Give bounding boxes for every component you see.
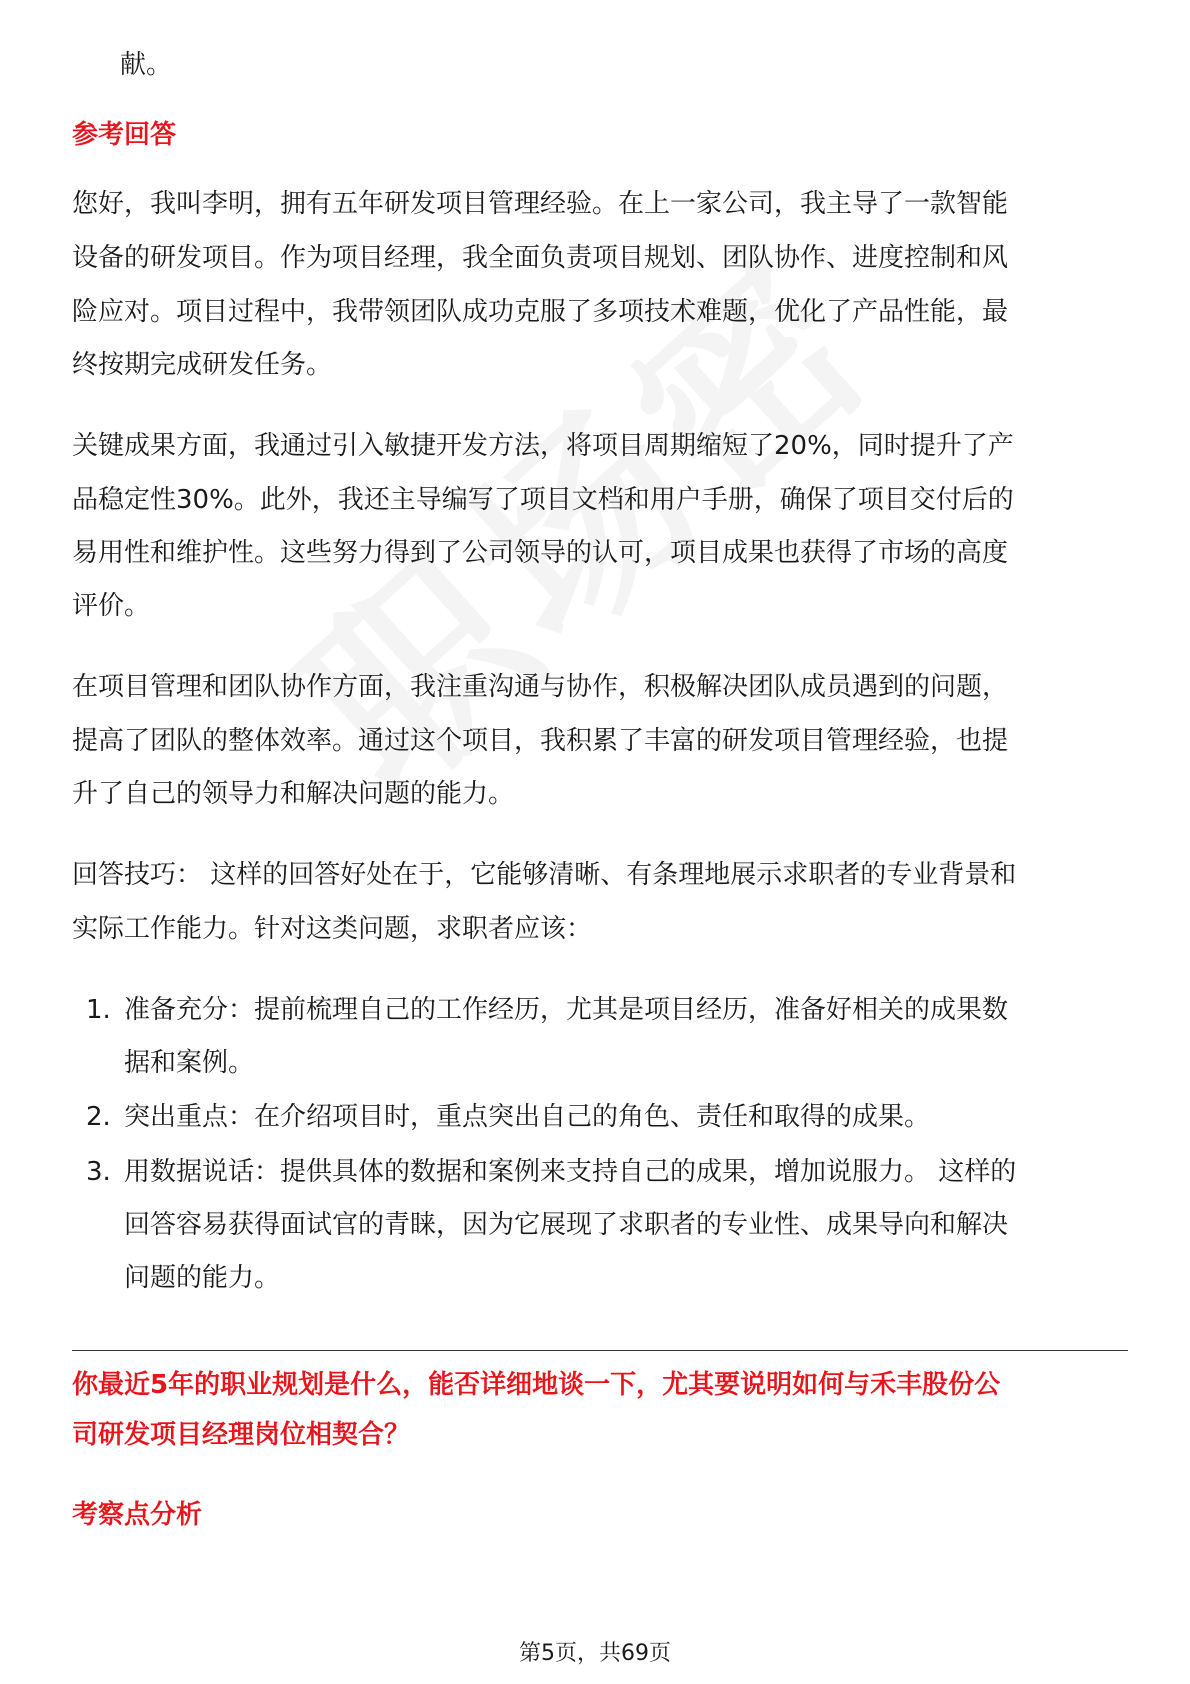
- paragraph-line: 品稳定性30%。此外，我还主导编写了项目文档和用户手册，确保了项目交付后的: [72, 485, 1014, 515]
- reference-answer-heading: 参考回答: [72, 120, 177, 150]
- list-item-line: 用数据说话：提供具体的数据和案例来支持自己的成果，增加说服力。 这样的: [124, 1157, 1017, 1187]
- paragraph-line: 终按期完成研发任务。: [72, 350, 333, 380]
- list-item-line: 突出重点：在介绍项目时，重点突出自己的角色、责任和取得的成果。: [124, 1102, 931, 1132]
- paragraph-line: 设备的研发项目。作为项目经理，我全面负责项目规划、团队协作、进度控制和风: [72, 243, 1009, 273]
- paragraph-line: 您好，我叫李明，拥有五年研发项目管理经验。在上一家公司，我主导了一款智能: [72, 189, 1009, 219]
- list-number: 1.: [86, 995, 111, 1025]
- paragraph-line: 险应对。项目过程中，我带领团队成功克服了多项技术难题，优化了产品性能，最: [72, 297, 1009, 327]
- question-line: 你最近5年的职业规划是什么，能否详细地谈一下，尤其要说明如何与禾丰股份公: [72, 1370, 1001, 1400]
- tips-line: 回答技巧： 这样的回答好处在于，它能够清晰、有条理地展示求职者的专业背景和: [72, 860, 1017, 890]
- section-divider: [72, 1350, 1128, 1351]
- list-number: 3.: [86, 1157, 111, 1187]
- tips-line: 实际工作能力。针对这类问题，求职者应该：: [72, 914, 593, 944]
- list-number: 2.: [86, 1102, 111, 1132]
- paragraph-line: 升了自己的领导力和解决问题的能力。: [72, 779, 515, 809]
- list-item-line: 回答容易获得面试官的青睐，因为它展现了求职者的专业性、成果导向和解决: [124, 1210, 1009, 1240]
- analysis-heading: 考察点分析: [72, 1500, 203, 1530]
- list-item-line: 问题的能力。: [124, 1263, 281, 1293]
- paragraph-line: 提高了团队的整体效率。通过这个项目，我积累了丰富的研发项目管理经验，也提: [72, 726, 1009, 756]
- previous-paragraph-tail: 献。: [120, 50, 173, 80]
- list-item-line: 据和案例。: [124, 1048, 255, 1078]
- paragraph-line: 易用性和维护性。这些努力得到了公司领导的认可，项目成果也获得了市场的高度: [72, 538, 1009, 568]
- page-footer: 第5页，共69页: [519, 1641, 671, 1666]
- paragraph-line: 评价。: [72, 591, 151, 621]
- list-item-line: 准备充分：提前梳理自己的工作经历，尤其是项目经历，准备好相关的成果数: [124, 995, 1009, 1025]
- paragraph-line: 关键成果方面，我通过引入敏捷开发方法，将项目周期缩短了20%，同时提升了产: [72, 431, 1014, 461]
- question-line: 司研发项目经理岗位相契合？: [72, 1420, 411, 1450]
- paragraph-line: 在项目管理和团队协作方面，我注重沟通与协作，积极解决团队成员遇到的问题，: [72, 672, 1009, 702]
